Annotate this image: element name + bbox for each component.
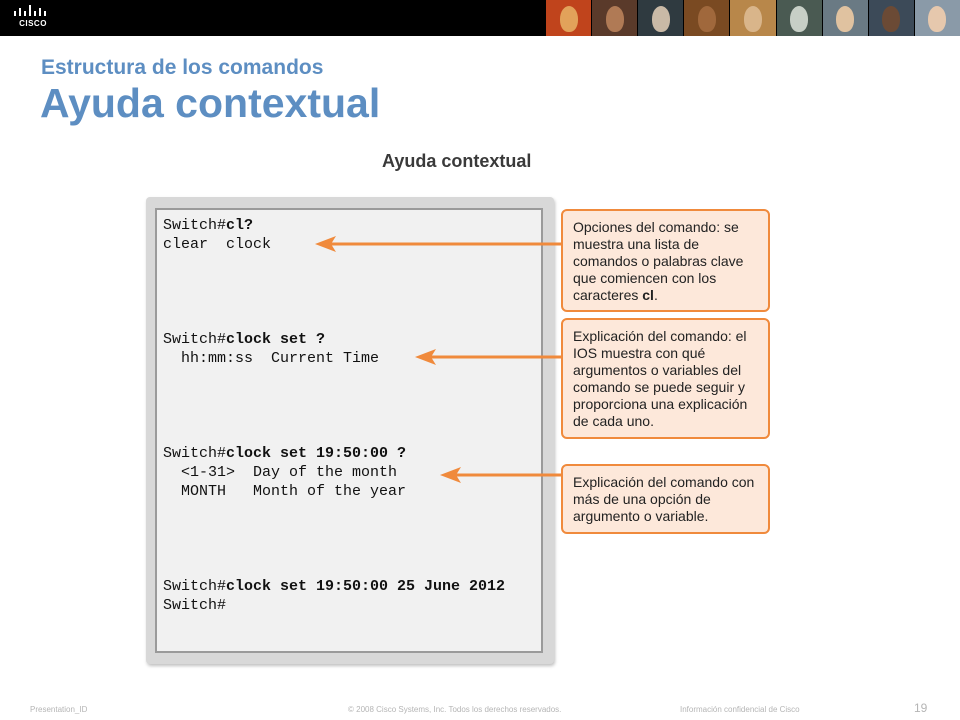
terminal-line: clear clock [163,236,272,253]
footer-copyright: © 2008 Cisco Systems, Inc. Todos los derechos reservados. [348,705,562,714]
footer-presentation-id: Presentation_ID [30,705,88,714]
callout-multiple-options: Explicación del comando con más de una opción de argumento o variable. [561,464,770,534]
callout-command-options: Opciones del comando: se muestra una lista de comandos o palabras clave que comiencen con los caracteres cl. [561,209,770,312]
footer-confidential: Información confidencial de Cisco [680,705,800,714]
logo-text: CISCO [19,19,47,28]
terminal-line: Switch#clock set ? [163,331,326,348]
page-number: 19 [914,701,928,715]
slide-title: Ayuda contextual [40,80,381,126]
terminal-line: MONTH Month of the year [163,483,407,500]
terminal-line: Switch#cl? [163,217,254,234]
terminal-line: Switch#clock set 19:50:00 ? [163,445,407,462]
terminal-line: <1-31> Day of the month [163,464,398,481]
terminal-line: Switch# [163,597,227,614]
callout-command-explanation: Explicación del comando: el IOS muestra con qué argumentos o variables del comando se puede seguir y proporciona una explicación de cada uno. [561,318,770,439]
terminal-line: hh:mm:ss Current Time [163,350,380,367]
terminal-line: Switch#clock set 19:50:00 25 June 2012 [163,578,506,595]
figure-title: Ayuda contextual [382,151,532,171]
slide-subtitle: Estructura de los comandos [41,56,324,79]
